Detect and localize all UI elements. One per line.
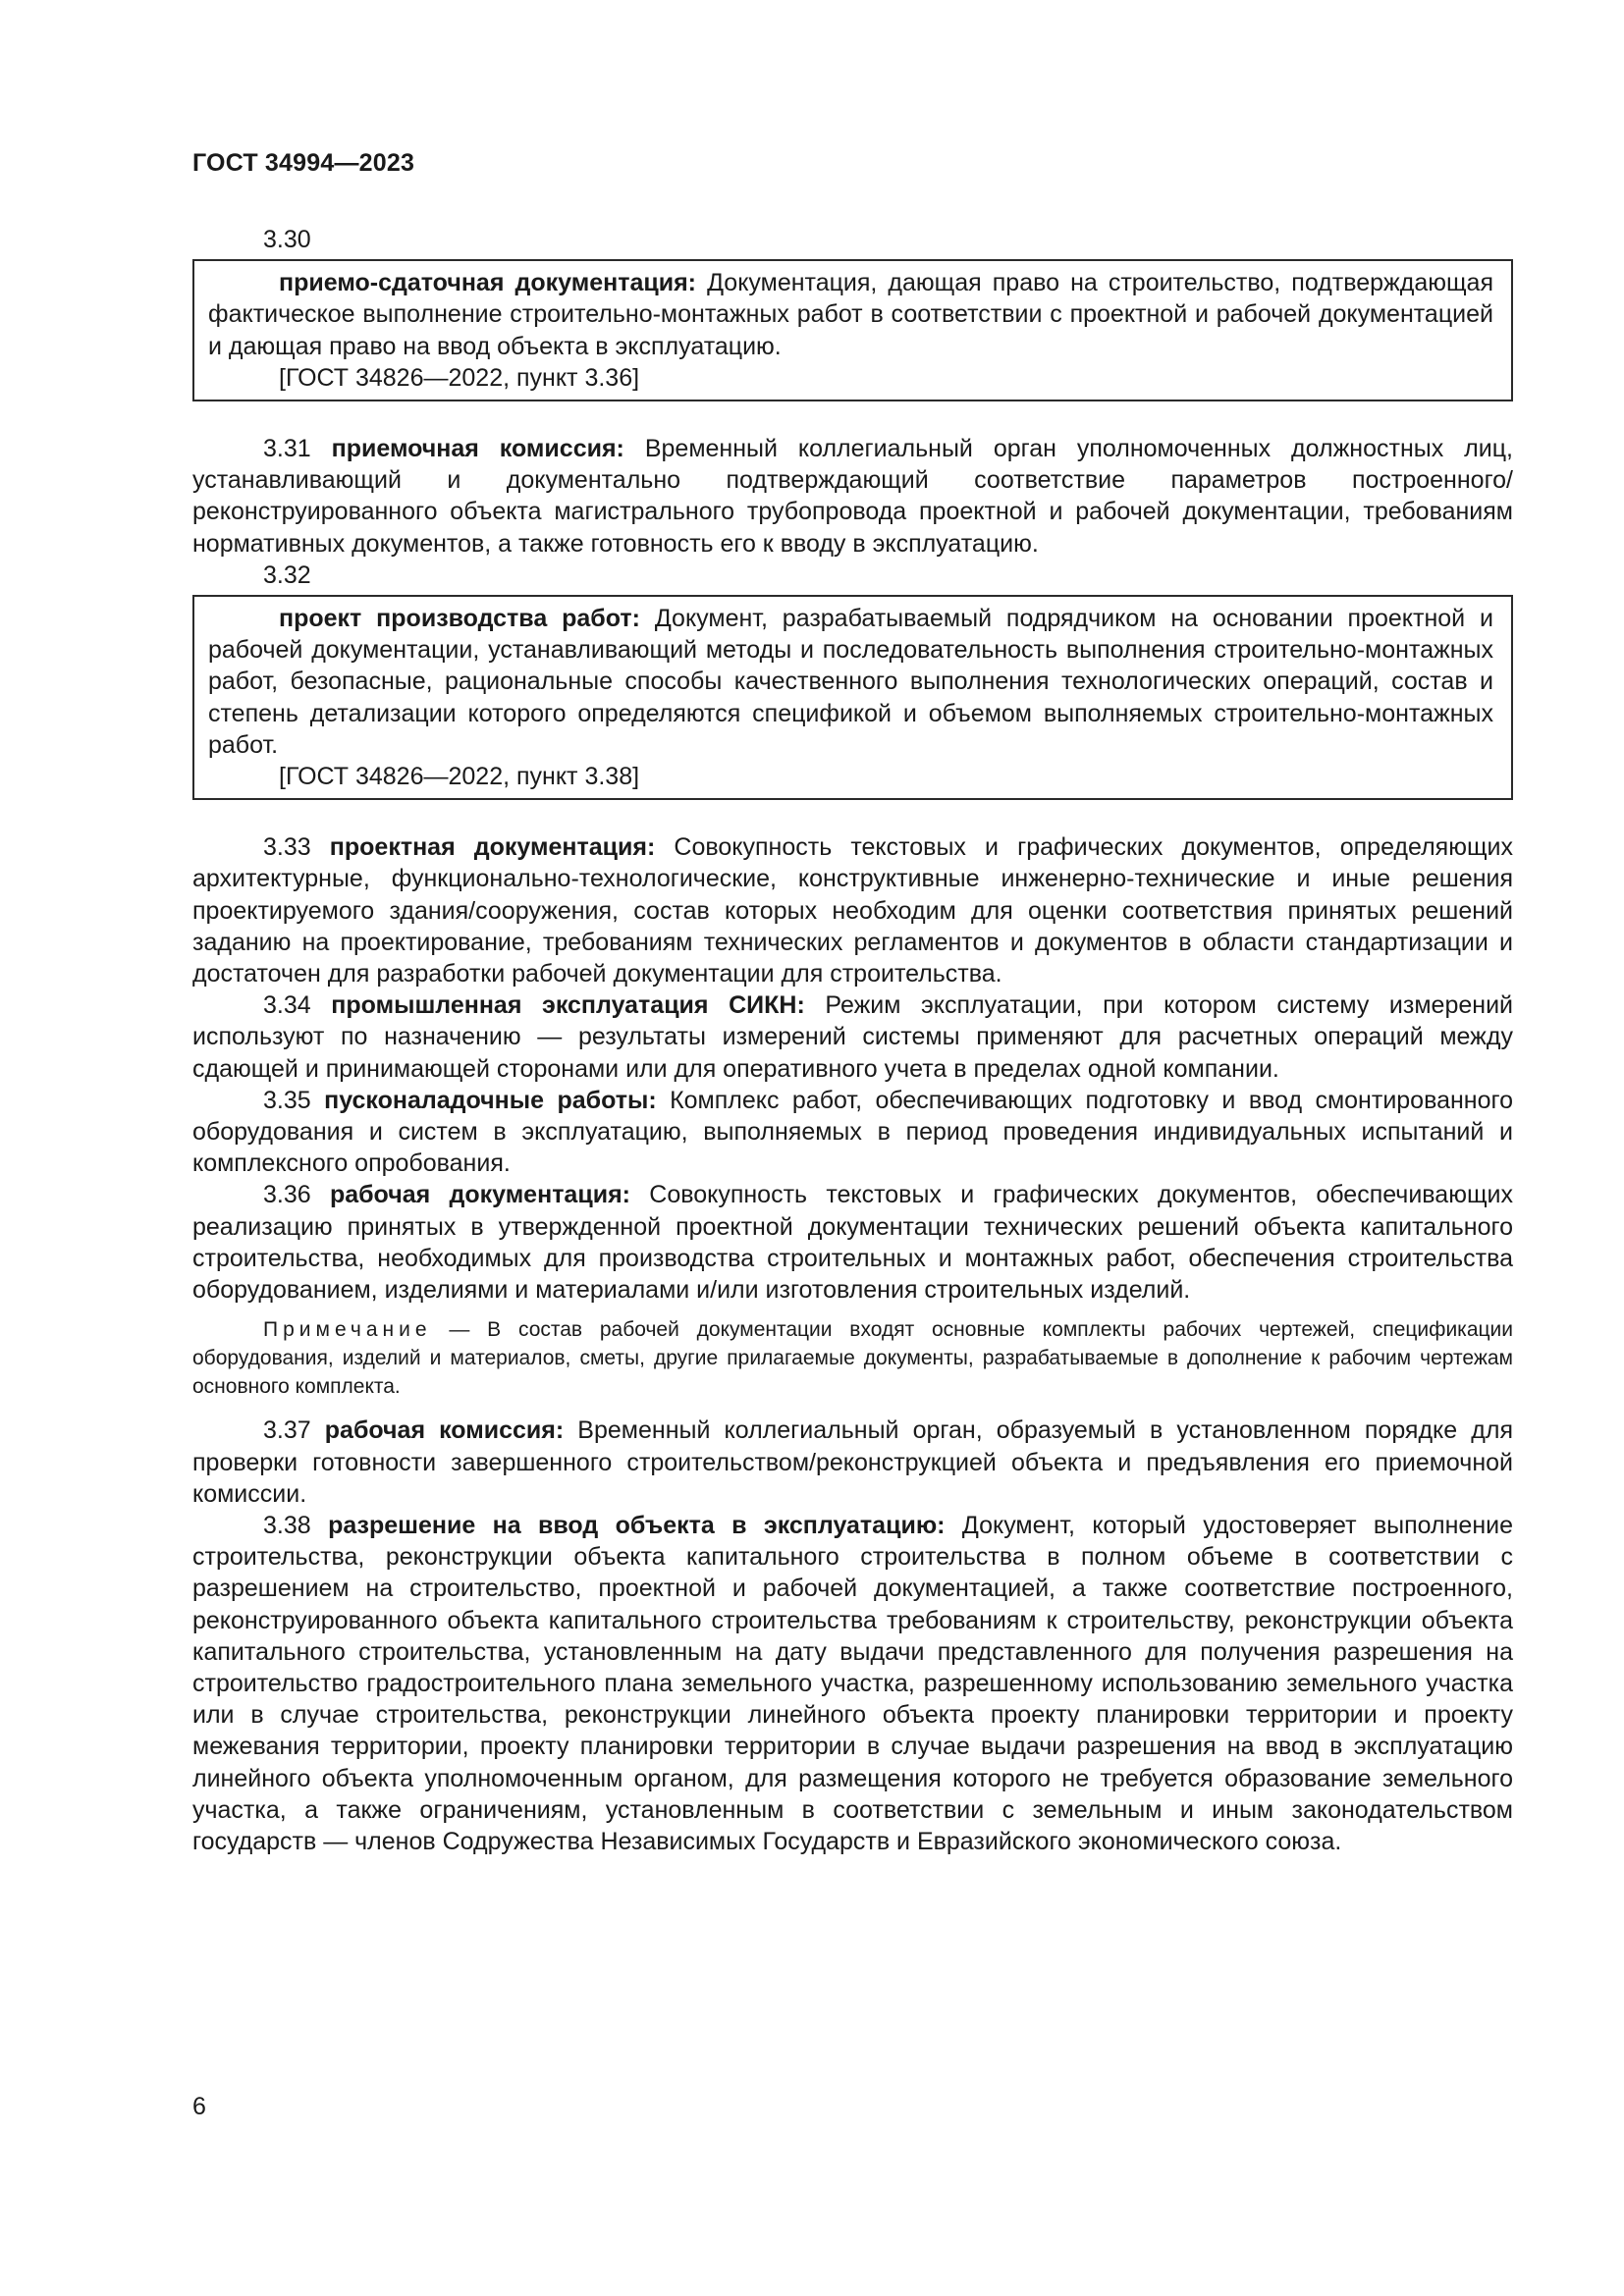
term-text-3-33: Совокупность текстовых и графических документов, определяющих архитектурные, функционально-технологические, конструктивные инженерно-технические и иные решения проектируемого здания/сооружения, состав которых необходим для оценки соответствия принятых решений заданию на проектирование, требованиям технических регламентов и документов в области стандартизации и достаточен для разработки рабочей документации для строительства. bbox=[192, 833, 1513, 988]
term-paragraph-3-34 bbox=[192, 989, 1513, 1085]
term-number-3-37: 3.37 bbox=[263, 1416, 311, 1445]
term-number-3-38: 3.38 bbox=[263, 1511, 311, 1539]
term-paragraph-3-33 bbox=[192, 831, 1513, 989]
term-box-3-32 bbox=[192, 595, 1513, 800]
term-name-3-36: рабочая документация: bbox=[329, 1181, 630, 1209]
term-text-3-30: Документация, дающая право на строительство, подтверждающая фактическое выполнение строительно-монтажных работ в соответствии с проектной и рабочей документацией и дающая право на ввод объекта в эксплуатацию. bbox=[208, 269, 1493, 360]
term-box-3-30 bbox=[192, 259, 1513, 401]
page-number: 6 bbox=[192, 2093, 206, 2120]
term-text-3-32: Документ, разрабатываемый подрядчиком на основании проектной и рабочей документации, устанавливающий методы и последовательность выполнения строительно-монтажных работ, безопасные, рациональные способы качественного выполнения технологических операций, состав и степень детализации которого определяются спецификой и объемом выполняемых строительно-монтажных работ. bbox=[208, 605, 1493, 759]
term-number-3-36: 3.36 bbox=[263, 1181, 311, 1209]
term-definition-3-32 bbox=[208, 603, 1493, 761]
term-text-3-35: Комплекс работ, обеспечивающих подготовку и ввод смонтированного оборудования и систем в эксплуатацию, выполняемых в период проведения индивидуальных испытаний и комплексного опробования. bbox=[192, 1086, 1513, 1178]
term-name-3-32: проект производства работ: bbox=[279, 605, 640, 633]
term-paragraph-3-35 bbox=[192, 1085, 1513, 1180]
term-paragraph-3-37 bbox=[192, 1415, 1513, 1510]
term-number-3-31: 3.31 bbox=[263, 435, 311, 463]
term-name-3-33: проектная документация: bbox=[329, 833, 656, 862]
term-reference-3-30: [ГОСТ 34826—2022, пункт 3.36] bbox=[279, 363, 640, 392]
term-name-3-30: приемо-сдаточная документация: bbox=[279, 269, 697, 297]
term-name-3-31: приемочная комиссия: bbox=[331, 435, 624, 463]
term-number-3-34: 3.34 bbox=[263, 991, 311, 1020]
term-name-3-34: промышленная эксплуатация СИКН: bbox=[331, 991, 805, 1020]
spacer bbox=[192, 401, 1513, 433]
term-name-3-37: рабочая комиссия: bbox=[324, 1416, 565, 1445]
term-paragraph-3-36 bbox=[192, 1179, 1513, 1306]
term-text-3-34: Режим эксплуатации, при котором систему измерений используют по назначению — результаты измерений системы применяют для расчетных операций между сдающей и принимающей сторонами или для оперативного учета в пределах одной компании. bbox=[192, 991, 1513, 1083]
term-reference-3-32: [ГОСТ 34826—2022, пункт 3.38] bbox=[279, 763, 640, 791]
term-text-3-38: Документ, который удостоверяет выполнение строительства, реконструкции объекта капитального строительства в полном объеме в соответствии с разрешением на строительство, проектной и рабочей документацией, а также соответствие построенного, реконструированного объекта капитального строительства требованиям к строительству, реконструкции объекта капитального строительства, установленным на дату выдачи представленного для получения разрешения на строительство градостроительного плана земельного участка, разрешенному использованию земельного участка или в случае строительства, реконструкции линейного объекта проекту планировки территории и проекту межевания территории, проекту планировки территории в случае выдачи разрешения на ввод в эксплуатацию линейного объекта уполномоченным органом, для размещения которого не требуется образование земельного участка, а также ограничениям, установленным в соответствии с земельным и иным законодательством государств — членов Содружества Независимых Государств и Евразийского экономического союза. bbox=[192, 1511, 1514, 1855]
term-definition-3-30 bbox=[208, 267, 1493, 362]
term-number-3-33: 3.33 bbox=[263, 833, 311, 862]
note-3-36 bbox=[192, 1315, 1513, 1401]
note-label: Примечание bbox=[263, 1318, 432, 1342]
term-number-3-32: 3.32 bbox=[263, 561, 311, 589]
note-text: — В состав рабочей документации входят основные комплекты рабочих чертежей, спецификации оборудования, изделий и материалов, сметы, другие прилагаемые документы, разрабатываемые в дополнение к рабочим чертежам основного комплекта. bbox=[192, 1318, 1513, 1399]
term-paragraph-3-38 bbox=[192, 1510, 1513, 1857]
document-body bbox=[192, 224, 1513, 1857]
term-name-3-35: пусконаладочные работы: bbox=[324, 1086, 657, 1114]
term-text-3-31: Временный коллегиальный орган уполномоченных должностных лиц, устанавливающий и документально подтверждающий соответствие параметров построенного/реконструированного объекта магистрального трубопровода проектной и рабочей документации, требованиям нормативных документов, а также готовность его к вводу в эксплуатацию. bbox=[192, 435, 1513, 558]
spacer bbox=[192, 800, 1513, 831]
term-text-3-36: Совокупность текстовых и графических документов, обеспечивающих реализацию принятых в утвержденной проектной документации технических решений объекта капитального строительства, необходимых для производства строительных и монтажных работ, обеспечения строительства оборудованием, изделиями и материалами и/или изготовления строительных изделий. bbox=[192, 1181, 1513, 1305]
term-paragraph-3-31 bbox=[192, 433, 1513, 560]
term-text-3-37: Временный коллегиальный орган, образуемый в установленном порядке для проверки готовности завершенного строительством/реконструкцией объекта и предъявления его приемочной комиссии. bbox=[192, 1416, 1513, 1508]
term-number-3-35: 3.35 bbox=[263, 1086, 311, 1114]
page-header-title: ГОСТ 34994—2023 bbox=[192, 149, 415, 177]
term-name-3-38: разрешение на ввод объекта в эксплуатацию: bbox=[328, 1511, 946, 1539]
term-number-3-30: 3.30 bbox=[263, 226, 311, 253]
